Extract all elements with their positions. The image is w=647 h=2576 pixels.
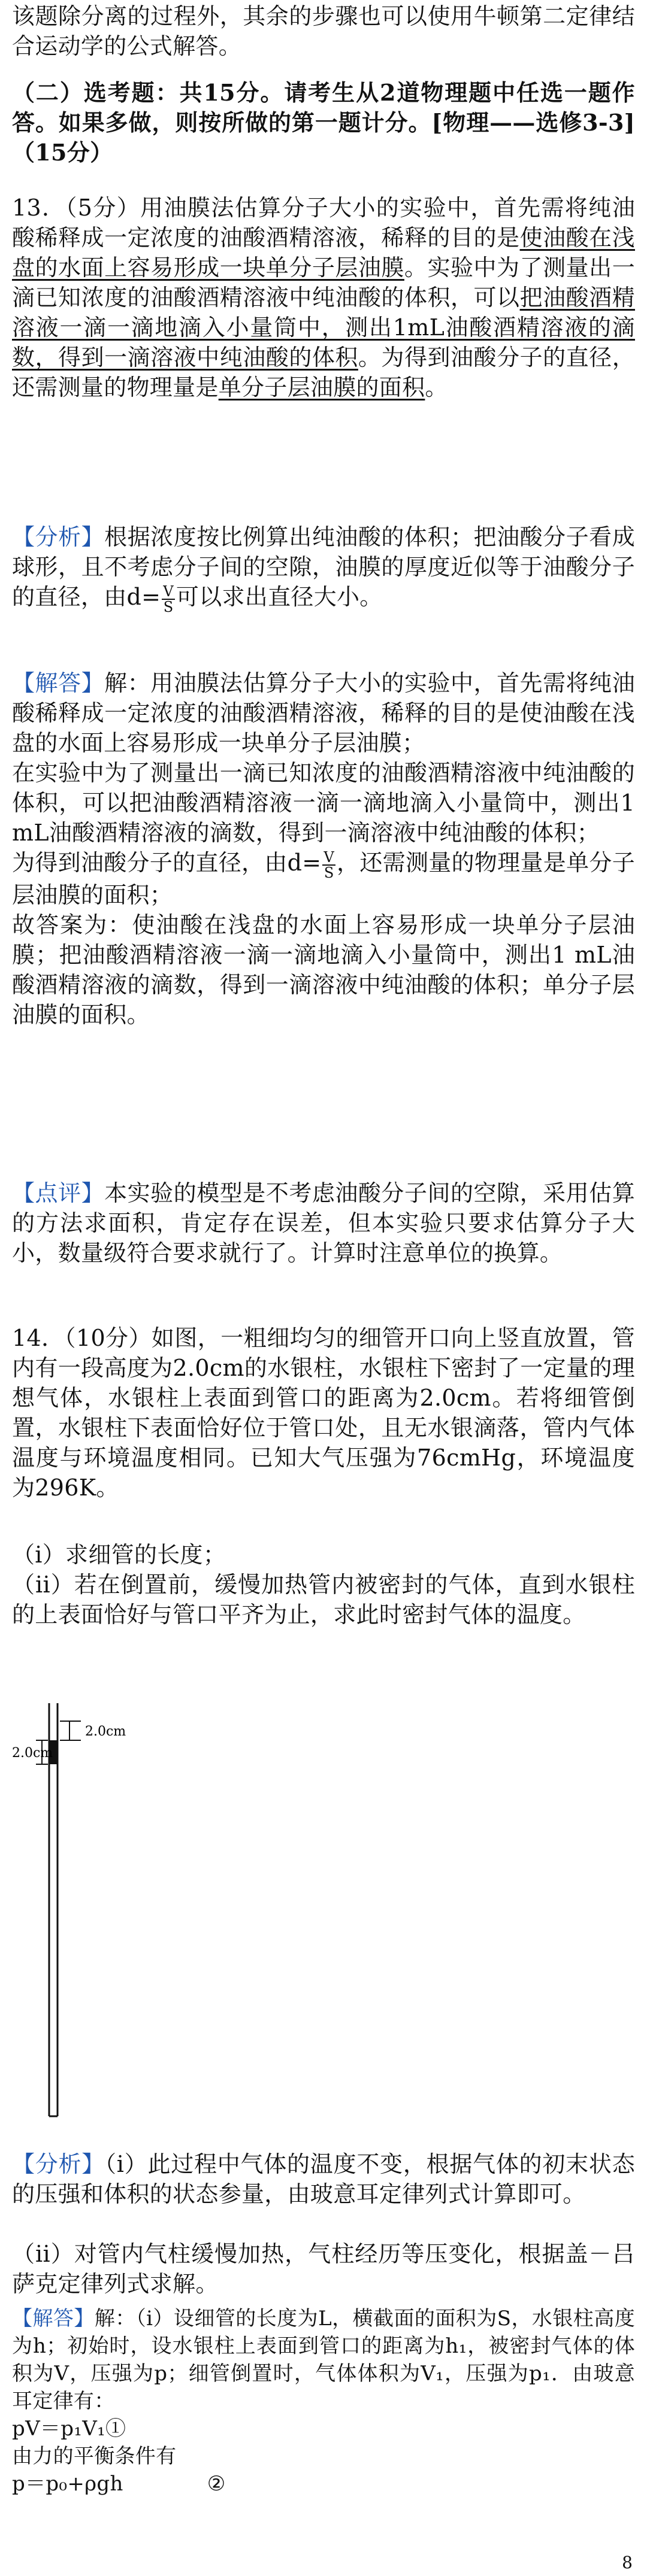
equation-1: pV＝p₁V₁① xyxy=(12,2417,126,2441)
question-14: 14．（10分）如图，一粗细均匀的细管开口向上竖直放置，管内有一段高度为2.0cm的水银柱，水银柱下密封了一定量的理想气体，水银柱上表面到管口的距离为2.0cm。若将细管倒置，水银柱下表面恰好位于管口处，且无水银滴落，管内气体温度与环境温度相同。已知大气压强为76cmHg，环境温度为296K。 xyxy=(12,1325,635,1501)
q14-sub-question-2: （ii）若在倒置前，缓慢加热管内被密封的气体，直到水银柱的上表面恰好与管口平齐为止，求此时密封气体的温度。 xyxy=(12,1571,635,1628)
answer-blank-2: 把油酸酒精溶液一滴一滴地滴入小量筒中，测出1mL油酸酒精溶液的滴数，得到一滴溶液中纯油酸的体积 xyxy=(12,284,635,371)
equation-2: p＝p₀+ρgh ② xyxy=(12,2472,226,2496)
question-number: 13． xyxy=(12,195,66,221)
fraction-v-over-s: $\frac{V}{S}$ xyxy=(324,848,335,881)
q14-analysis: 【分析】（i）此过程中气体的温度不变，根据气体的初末状态的压强和体积的状态参量，由玻意耳定律列式计算即可。 xyxy=(12,2151,635,2207)
comment-tag: 【点评】 xyxy=(12,1180,105,1206)
fraction-v-over-s: $\frac{V}{S}$ xyxy=(163,582,174,615)
q14-sub-question-1: （i）求细管的长度； xyxy=(12,1542,226,1568)
solution-tag: 【解答】 xyxy=(12,2307,95,2331)
dim-label-top: 2.0cm xyxy=(85,1724,126,1739)
tube-diagram xyxy=(12,1703,168,2134)
answer-blank-3: 单分子层油膜的面积 xyxy=(218,374,425,400)
q14-analysis-part-2: （ii）对管内气柱缓慢加热，气柱经历等压变化，根据盖－吕萨克定律列式求解。 xyxy=(12,2241,635,2297)
solution-tag: 【解答】 xyxy=(12,670,105,696)
q13-solution: 【解答】解：用油膜法估算分子大小的实验中，首先需将纯油酸稀释成一定浓度的油酸酒精溶液，稀释的目的是使油酸在浅盘的水面上容易形成一块单分子层油膜； 在实验中为了测量出一滴已知浓度的油酸酒精溶液中纯油酸的体积，可以把油酸酒精溶液一滴一滴地滴入小量筒中，测出1 mL油酸酒精溶液的滴数，得到一滴溶液中纯油酸的体积； 为得到油酸分子的直径，由d= $\frac{V}{S}$ ，还需测量的物理量是单分子层油膜的面积； 故答案为：使油酸在浅盘的水面上容易形成一块单分子层油膜；把油酸酒精溶液一滴一滴地滴入小量筒中，测出1 mL油酸酒精溶液的滴数，得到一滴溶液中纯油酸的体积；单分子层油膜的面积。 xyxy=(12,670,635,1028)
page-number: 8 xyxy=(622,2553,633,2572)
q14-solution: 【解答】解：（i）设细管的长度为L，横截面的面积为S，水银柱高度为h；初始时，设水银柱上表面到管口的距离为h₁，被密封气体的体积为V，压强为p；细管倒置时，气体体积为V₁，压强为p₁．由玻意耳定律有： pV＝p₁V₁① 由力的平衡条件有 p＝p₀+ρgh ② xyxy=(12,2305,635,2498)
q13-comment: 【点评】本实验的模型是不考虑油酸分子间的空隙，采用估算的方法求面积，肯定存在误差，但本实验只要求估算分子大小，数量级符合要求就行了。计算时注意单位的换算。 xyxy=(12,1180,635,1266)
q13-analysis: 【分析】根据浓度按比例算出纯油酸的体积；把油酸分子看成球形，且不考虑分子间的空隙，油膜的厚度近似等于油酸分子的直径，由d= $\frac{V}{S}$ 可以求出直径大小。 xyxy=(12,524,635,615)
dim-label-left: 2.0cm xyxy=(12,1746,53,1761)
question-number: 14． xyxy=(12,1325,65,1351)
analysis-tag: 【分析】 xyxy=(12,524,105,550)
analysis-tag: 【分析】 xyxy=(12,2151,105,2177)
answer-blank-1: 使油酸在浅盘的水面上容易形成一块单分子层油膜 xyxy=(12,224,635,281)
intro-paragraph: 该题除分离的过程外，其余的步骤也可以使用牛顿第二定律结合运动学的公式解答。 xyxy=(12,3,635,59)
question-13: 13．（5分）用油膜法估算分子大小的实验中，首先需将纯油酸稀释成一定浓度的油酸酒精溶液，稀释的目的是使油酸在浅盘的水面上容易形成一块单分子层油膜。实验中为了测量出一滴已知浓度的油酸酒精溶液中纯油酸的体积，可以把油酸酒精溶液一滴一滴地滴入小量筒中，测出1mL油酸酒精溶液的滴数，得到一滴溶液中纯油酸的体积。为得到油酸分子的直径，还需测量的物理量是单分子层油膜的面积。 xyxy=(12,195,635,400)
section-header: （二）选考题：共15分。请考生从2道物理题中任选一题作答。如果多做，则按所做的第一题计分。[物理——选修3-3]（15分） xyxy=(12,79,635,166)
